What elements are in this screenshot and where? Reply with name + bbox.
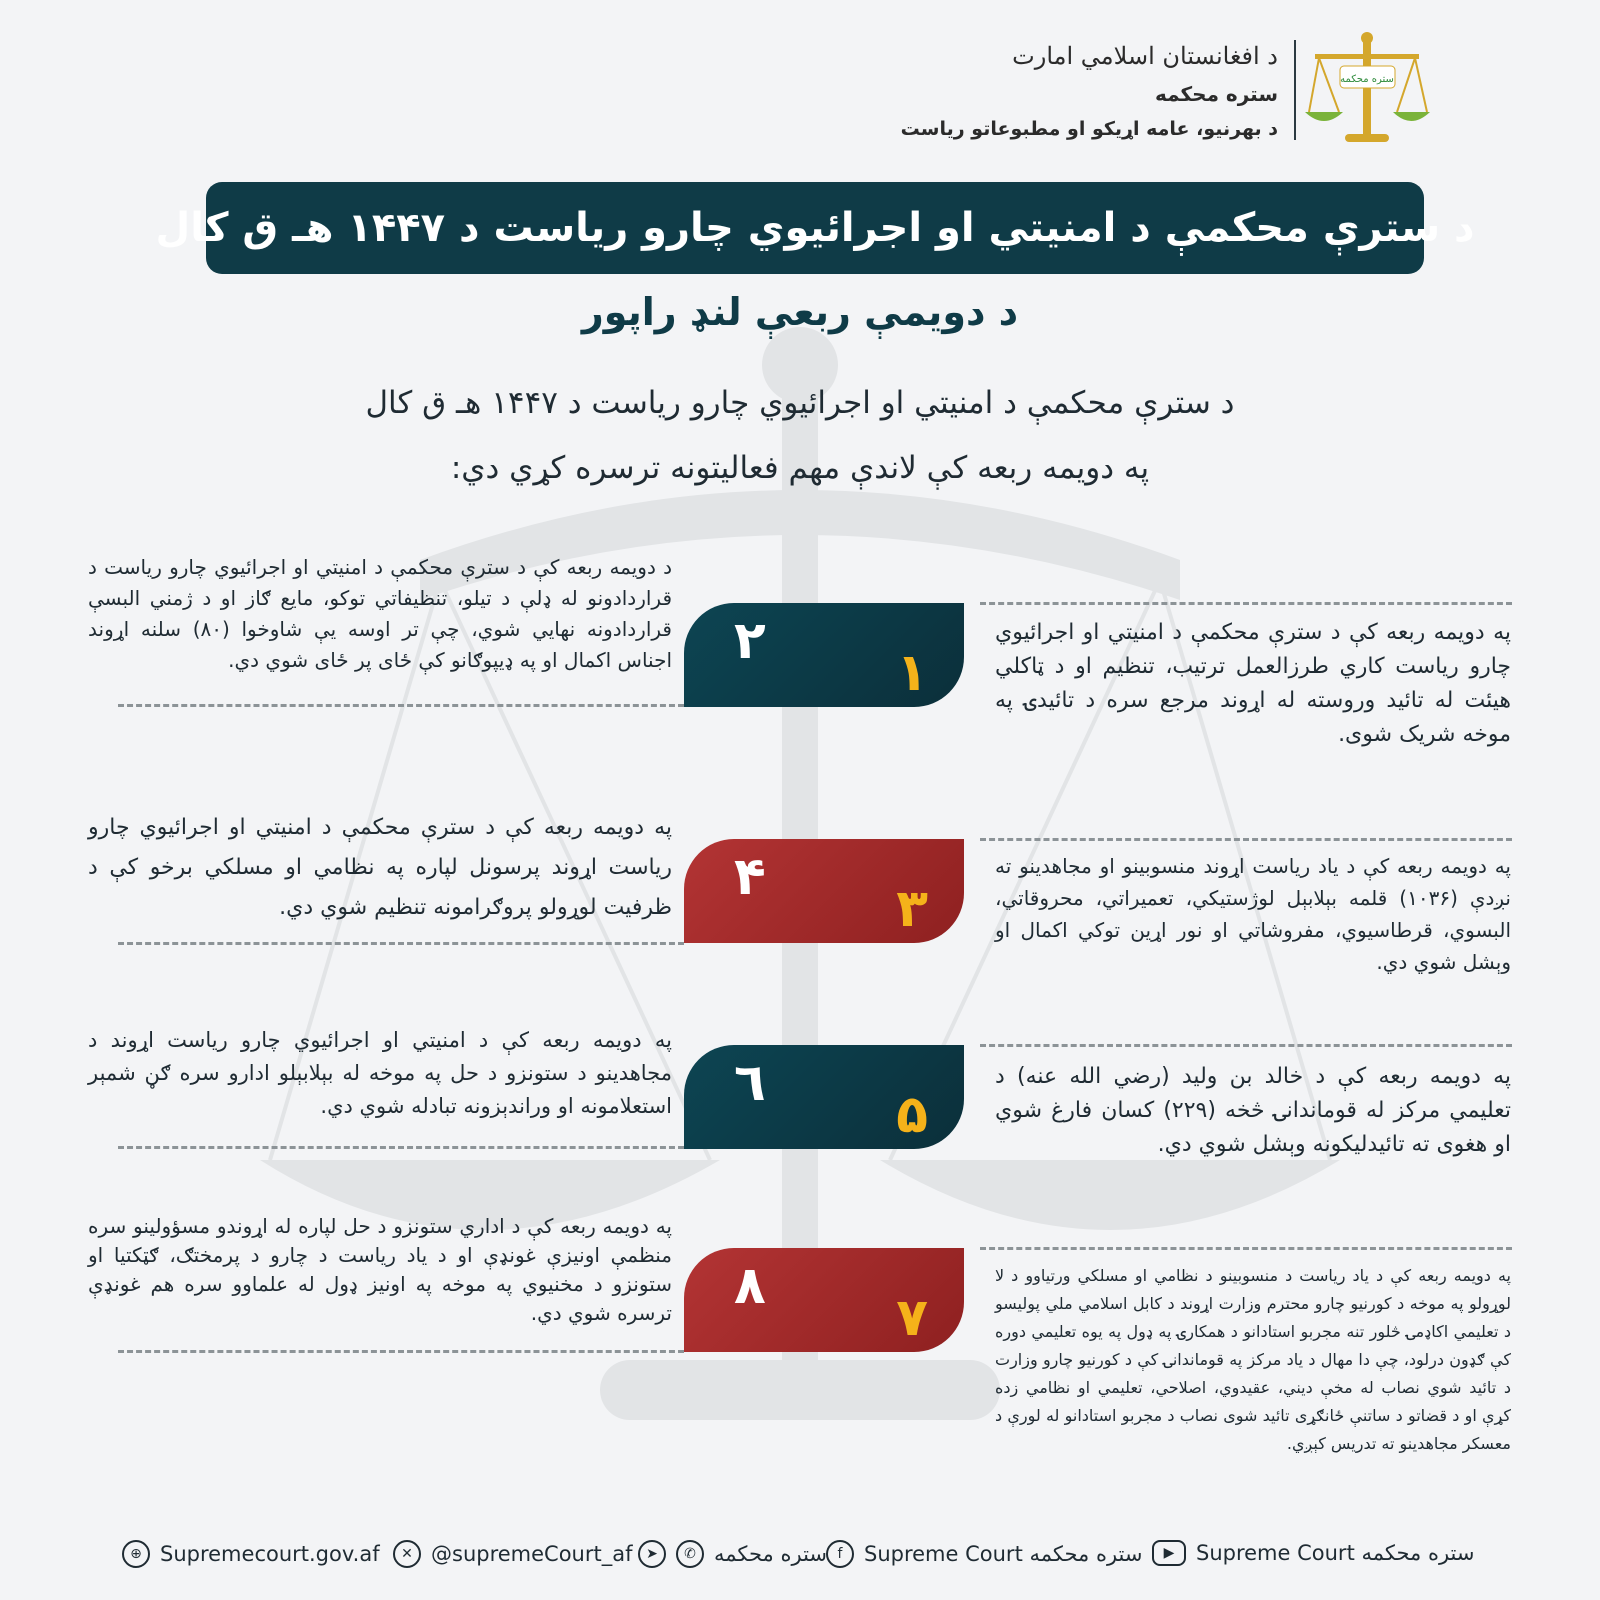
x-icon: ✕ <box>393 1540 421 1568</box>
divider-item-7 <box>980 1247 1512 1250</box>
item-text-1: په دويمه ربعه کې د سترې محکمې د امنيتي او اجرائيوي چارو رياست کاري طرزالعمل ترتيب، تنظيم او د ټاکلي هيئت له تائيد وروسته له اړوند مرجع سره د تائيدۍ په موخه شريک شوی. <box>995 620 1511 747</box>
item-text-8: په دويمه ربعه کې د اداري ستونزو د حل لپاره له اړوندو مسؤولينو سره منظمې اونيزې غونډې او د ياد رياست د چارو د پرمختګ، ګټکتيا او ستونزو د مخنيوي په موخه په اونيز ډول له علماوو سره هم غونډې ترسره شوي دي. <box>88 1214 672 1325</box>
footer-messaging-text: ستره محکمه <box>714 1542 827 1566</box>
item-number-3: ۳ <box>896 879 928 939</box>
footer-website-text: Supremecourt.gov.af <box>160 1542 380 1566</box>
item-number-4: ۴ <box>734 847 766 907</box>
item-number-7: ۷ <box>896 1288 928 1348</box>
logo-text: ستره محکمه <box>1340 74 1394 85</box>
item-number-6: ٦ <box>734 1053 766 1113</box>
header-divider <box>1294 40 1296 140</box>
badge-item-7-8 <box>684 1248 964 1352</box>
footer-youtube[interactable] <box>1152 1540 1474 1566</box>
department-name: د بهرنيو، عامه اړيکو او مطبوعاتو رياست <box>900 118 1278 140</box>
item-text-6: په دويمه ربعه کې د امنيتي او اجرائيوي چارو رياست اړوند د مجاهدينو د ستونزو د حل په موخه له بېلابېلو ادارو سره ګڼ شمېر استعلامونه او وراندېزونه تبادله شوي دي. <box>88 1028 672 1118</box>
footer <box>0 1540 1600 1580</box>
item-text-4: په دويمه ربعه کې د سترې محکمې د امنيتي او اجرائيوي چارو رياست اړوند پرسونل لپاره په نظامي او مسلکي برخو کې د ظرفيت لوړولو پروګرامونه تنظيم شوي دي. <box>88 815 672 920</box>
divider-item-1 <box>980 602 1512 605</box>
footer-website[interactable] <box>122 1540 380 1568</box>
facebook-icon: f <box>826 1540 854 1568</box>
divider-item-5 <box>980 1044 1512 1047</box>
court-name: ستره محکمه <box>1154 82 1278 106</box>
item-number-1: ۱ <box>896 643 928 703</box>
scale-logo-icon <box>1305 30 1430 150</box>
item-text-7: په دويمه ربعه کې د ياد رياست د منسوبينو د نظامي او مسلکي ورتياوو د لا لوړولو په موخه د کورنيو چارو محترم وزارت اړوند د کابل اسلامي ملي پوليسو د تعليمي اکاډمۍ څلور تنه مجربو استادانو د همکارۍ په ډول په يوه تعليمي دوره کې ګډون درلود، چې دا مهال د ياد مرکز په قوماندانۍ کې د کورنيو چارو وزارت د تائيد شوي نصاب له مخې ديني، عقيدوي، اصلاحي، تعليمي او نظامي زده کړې او د قضاتو د ساتنې ځانګړی تائيد شوی نصاب د مجربو استادانو له لورې د معسکر مجاهدينو ته تدريس کېږي. <box>995 1266 1511 1453</box>
footer-youtube-text: Supreme Court ستره محکمه <box>1196 1541 1475 1565</box>
item-text-5: په دويمه ربعه کې د خالد بن وليد (رضي الله عنه) د تعليمي مرکز له قوماندانۍ څخه (۲۲۹) کسان فارغ شوي او هغوی ته تائيدليکونه وېشل شوي دي. <box>995 1064 1511 1157</box>
badge-item-5-6 <box>684 1045 964 1149</box>
footer-x[interactable] <box>393 1540 633 1568</box>
divider-item-4 <box>118 942 684 945</box>
item-text-3: په دويمه ربعه کې د ياد رياست اړوند منسوبينو او مجاهدينو ته نږدې (۱۰۳۶) قلمه بېلابېل لوژستيکي، تعميراتي، محروقاتي، البسوي، قرطاسيوي، مفروشاتي او نور اړين توکي اکمال او وېشل شوي دي. <box>995 854 1511 974</box>
footer-facebook-text: Supreme Court ستره محکمه <box>864 1542 1143 1566</box>
item-text-2: د دويمه ربعه کې د سترې محکمې د امنيتي او اجرائيوي چارو رياست د قراردادونو له ډلې د تيلو، تنظيفاتي توکو، مايع ګاز او د ژمني البسې قراردادونه نهايي شوي، چې تر اوسه يې شاوخوا (۸۰) سلنه اړوند اجناس اکمال او په ډيپوګانو کې ځای پر ځای شوي دي. <box>88 555 672 672</box>
item-number-8: ۸ <box>734 1256 766 1316</box>
page-title: د سترې محکمې د امنيتي او اجرائيوي چارو رياست د ۱۴۴۷ هـ ق کال <box>155 205 1475 251</box>
telegram-icon: ➤ <box>638 1540 666 1568</box>
intro-line-1: د سترې محکمې د امنيتي او اجرائيوي چارو رياست د ۱۴۴۷ هـ ق کال <box>365 385 1235 421</box>
whatsapp-icon: ✆ <box>676 1540 704 1568</box>
item-number-5: ۵ <box>896 1085 928 1145</box>
divider-item-6 <box>118 1146 684 1149</box>
intro-line-2: په دويمه ربعه کې لاندې مهم فعاليتونه ترسره کړي دي: <box>450 450 1150 486</box>
badge-item-3-4 <box>684 839 964 943</box>
badge-item-1-2 <box>684 603 964 707</box>
item-number-2: ۲ <box>734 611 766 671</box>
footer-facebook[interactable] <box>826 1540 1142 1568</box>
divider-item-8 <box>118 1350 684 1353</box>
page-subtitle: د دويمې ربعې لنډ راپور <box>581 290 1019 334</box>
footer-messaging[interactable] <box>638 1540 827 1568</box>
footer-x-text: @supremeCourt_af <box>431 1542 633 1566</box>
youtube-icon: ▶ <box>1152 1540 1186 1566</box>
title-banner <box>155 182 1475 274</box>
divider-item-2 <box>118 704 684 707</box>
emirate-name: د افغانستان اسلامي امارت <box>1012 42 1278 70</box>
globe-icon: ⊕ <box>122 1540 150 1568</box>
divider-item-3 <box>980 838 1512 841</box>
